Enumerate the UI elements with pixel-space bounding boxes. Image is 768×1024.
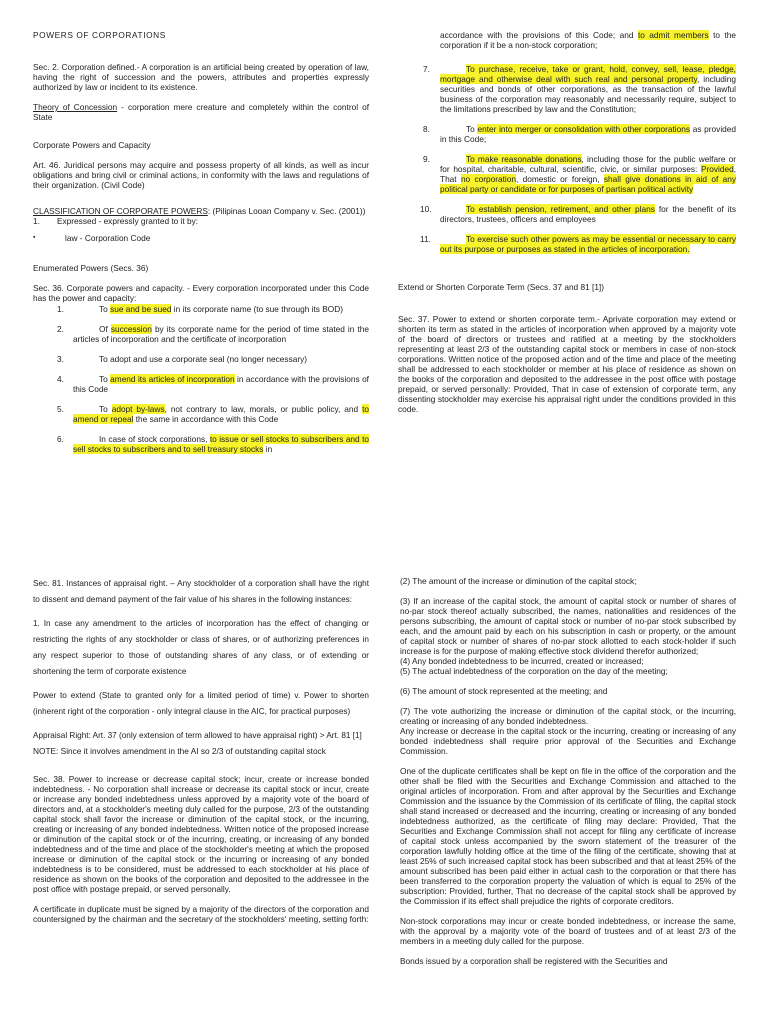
list-item: 1. To sue and be sued in its corporate name (to sue through its BOD) [57, 304, 343, 314]
page2-left-column [33, 576, 369, 924]
sec81-item1: 1. In case any amendment to the articles of incorporation has the effect of changing or restricting the rights of any stockholder or class of shares, or of authorizing preferences in any respect superior to those of outstanding shares of any class, or of extending or shortening the term of corporate existence [33, 619, 369, 676]
list-item: 5. To adopt by-laws, not contrary to law, morals, or public policy, and to amend or repeal the same in accordance with this Code [57, 404, 369, 424]
bullet-icon: ▪ [33, 234, 36, 241]
theory-text: - corporation mere creature and completely within the control of State [33, 102, 369, 122]
item-3-paragraph: (3) If an increase of the capital stock, the amount of capital stock or number of shares of no-par stock thereof actually subscribed, the names, nationalities and residences of the persons subscribing, the amount of capital stock or number of no-par stock subscribed by each, and the amount paid by each on his subscription in cash or property, or the amount of capital stock or number of shares of no-par stock allotted to each stock-holder if such increase is for the purpose of making effective stock dividend therefor authorized; [400, 596, 736, 656]
list-item: 8. To enter into merger or consolidation with other corporations as provided in this Code; [423, 124, 737, 144]
list-item: 2. Of succession by its corporate name for the period of time stated in the articles of incorporation and the certificate of incorporation [57, 324, 369, 344]
nonstock-paragraph: Non-stock corporations may incur or create bonded indebtedness, or increase the same, with the approval by a majority vote of the board of trustees and of at least 2/3 of the members in a meeting duly called for the purpose. [400, 916, 736, 946]
corp-powers-heading: Corporate Powers and Capacity [33, 140, 151, 150]
law-text: law - Corporation Code [65, 233, 151, 243]
list-item: 6. In case of stock corporations, to issue or sell stocks to subscribers and to sell stocks to subscribers and to sell treasury stocks in [57, 434, 370, 454]
sec37-paragraph: Sec. 37. Power to extend or shorten corporate term.- Aprivate corporation may extend or shorten its term as stated in the articles of incorporation when approved by a majority vote of the board of directors or trustees and ratified at a meeting by the stockholders representing at least 2/3 of the outstanding capital stock or members in case of non-stock corporations. Written notice of the proposed action and of the time and place of the meeting shall be addressed to each stockholder or member at his place of residence as shown on the books of the corporation and deposited to the addressee in the post office with postage prepaid, or served personally: Provided, That in case of extension of corporate term, any dissenting stockholder may exercise his appraisal right under the conditions provided in this code. [398, 314, 736, 414]
certificate-paragraph: A certificate in duplicate must be signed by a majority of the directors of the corporation and countersigned by the chairman and the secretary of the stockholders' meeting, setting forth: [33, 904, 369, 924]
sec81-paragraph: Sec. 81. Instances of appraisal right. – Any stockholder of a corporation shall have the right to dissent and demand payment of the fair value of his shares in the following instances: [33, 579, 369, 604]
sec38-paragraph: Sec. 38. Power to increase or decrease capital stock; incur, create or increase bonded indebtedness. - No corporation shall increase or decrease its capital stock or incur, create or increase any bonded indebtedness unless approved by a majority vote of the board of directors and, at a stockholder's meeting duly called for the purpose, 2/3 of the outstanding capital stock shall favor the increase or diminution of the capital stock, or the incurring, creating or increasing of any bonded indebtedness. Written notice of the proposed increase or diminution of the capital stock or of the incurring, creating, or increasing of any bonded indebtedness and of the time and place of the stockholder's meeting at which the proposed increase or diminution of the capital stock or the incurring or increasing of any bonded indebtedness is to be considered, must be addressed to each stockholder at his place of residence as shown on the books of the corporation and deposited to the addressee in the post office with postage prepaid, or served personally. [33, 774, 369, 894]
list-item: 4. To amend its articles of incorporation in accordance with the provisions of this Code [57, 374, 369, 394]
list-item: 10. To establish pension, retirement, and other plans for the benefit of its directors, trustees, officers and employees [420, 204, 737, 224]
sec-approval-paragraph: Any increase or decrease in the capital stock or the incurring, creating or increasing of any bonded indebtedness shall require prior approval of the Securities and Exchange Commission. [400, 726, 736, 756]
sec36-intro: Sec. 36. Corporate powers and capacity. - Every corporation incorporated under this Code has the power and capacity: [33, 283, 369, 303]
classification-text: : (Pilipinas Looan Company v. Sec. (2001)) [207, 206, 366, 216]
item-2-paragraph: (2) The amount of the increase or diminution of the capital stock; [400, 576, 637, 586]
bonds-paragraph: Bonds issued by a corporation shall be registered with the Securities and [400, 956, 668, 966]
expressed-number: 1. [33, 216, 40, 226]
item-4-paragraph: (4) Any bonded indebtedness to be incurred, created or increased; [400, 656, 644, 666]
page1-right-column [398, 30, 736, 414]
appraisal-paragraph: Appraisal Right: Art. 37 (only extension of term allowed to have appraisal right) > Art. 81 [1] [33, 731, 362, 740]
expressed-item [33, 216, 369, 226]
expressed-text: Expressed - expressly granted to it by: [57, 216, 199, 226]
item-6-paragraph: (6) The amount of stock represented at the meeting; and [400, 686, 608, 696]
classification-label: CLASSIFICATION OF CORPORATE POWERS [33, 206, 208, 216]
theory-label: Theory of Concession [33, 102, 118, 112]
item6-continuation: accordance with the provisions of this Code; and to admit members to the corporation if it be a non-stock corporation; [440, 30, 736, 50]
theory-paragraph [33, 102, 369, 122]
page2-right-column [400, 576, 736, 966]
enumerated-heading: Enumerated Powers (Secs. 36) [33, 263, 149, 273]
list-item: 9. To make reasonable donations, including those for the public welfare or for hospital, charitable, cultural, scientific, civic, or similar purposes: Provided, That no corporation, domestic or foreign, shall give donations in aid of any political party or candidate or for purposes of partisan political activity [423, 154, 736, 194]
item-5-paragraph: (5) The actual indebtedness of the corporation on the day of the meeting; [400, 666, 668, 676]
list-item: 7. To purchase, receive, take or grant, hold, convey, sell, lease, pledge, mortgage and otherwise deal with such real and personal property, including securities and bonds of other corporations, as the transaction of the lawful business of the corporation may reasonably and necessarily require, subject to the limitations prescribed by law and the Constitution; [423, 64, 736, 114]
page1-left-column [33, 30, 369, 454]
classification-paragraph [33, 206, 369, 216]
duplicate-certificates-paragraph: One of the duplicate certificates shall be kept on file in the office of the corporation and the other shall be filed with the Securities and Exchange Commission and attached to the original articles of incorporation. From and after approval by the Securities and Exchange Commission and the issuance by the Commission of its certificate of filing, the capital stock shall stand increased or decreased and the incurring, creating or increasing of any bonded indebtedness authorized, as the certificate of filing may declare: Provided, That the Securities and Exchange Commission shall not accept for filing any certificate of increase of capital stock unless accompanied by the sworn statement of the treasurer of the corporation lawfully holding office at the time of the filing of the certificate, showing that at least 25% of such increased capital stock has been subscribed and that at least 25% of the amount subscribed has been paid either in actual cash to the corporation or that there has been transferred to the corporation property the valuation of which is equal to 25% of the subscription: Provided, further, That no decrease of the capital stock shall be approved by the Commission if its effect shall prejudice the rights of corporate creditors. [400, 766, 736, 906]
list-item: 3. To adopt and use a corporate seal (no longer necessary) [57, 354, 308, 364]
sec36-list [33, 304, 369, 454]
note-paragraph: NOTE: Since it involves amendment in the AI so 2/3 of outstanding capital stock [33, 746, 326, 756]
item-7-paragraph: (7) The vote authorizing the increase or diminution of the capital stock, or the incurring, creating or increasing of any bonded indebtedness. [400, 706, 736, 726]
document-page-2 [0, 512, 768, 1024]
list-item: 11. To exercise such other powers as may be essential or necessary to carry out its purpose or purposes as stated in the articles of incorporation. [420, 234, 736, 254]
art46-paragraph: Art. 46. Juridical persons may acquire and possess property of all kinds, as well as incur obligations and bring civil or criminal actions, in conformity with the laws and regulations of their organization. (Civil Code) [33, 160, 369, 190]
law-item [33, 233, 369, 243]
extend-heading: Extend or Shorten Corporate Term (Secs. 37 and 81 [1]) [398, 282, 604, 292]
power-extend-paragraph: Power to extend (State to granted only for a limited period of time) v. Power to shorten (inherent right of the corporation - only integral clause in the AIC, for practical purposes) [33, 691, 369, 716]
page-title: POWERS OF CORPORATIONS [33, 30, 166, 40]
sec2-paragraph: Sec. 2. Corporation defined.- A corporation is an artificial being created by operation of law, having the right of succession and the powers, attributes and properties expressly authorized by law or incident to its existence. [33, 62, 369, 92]
